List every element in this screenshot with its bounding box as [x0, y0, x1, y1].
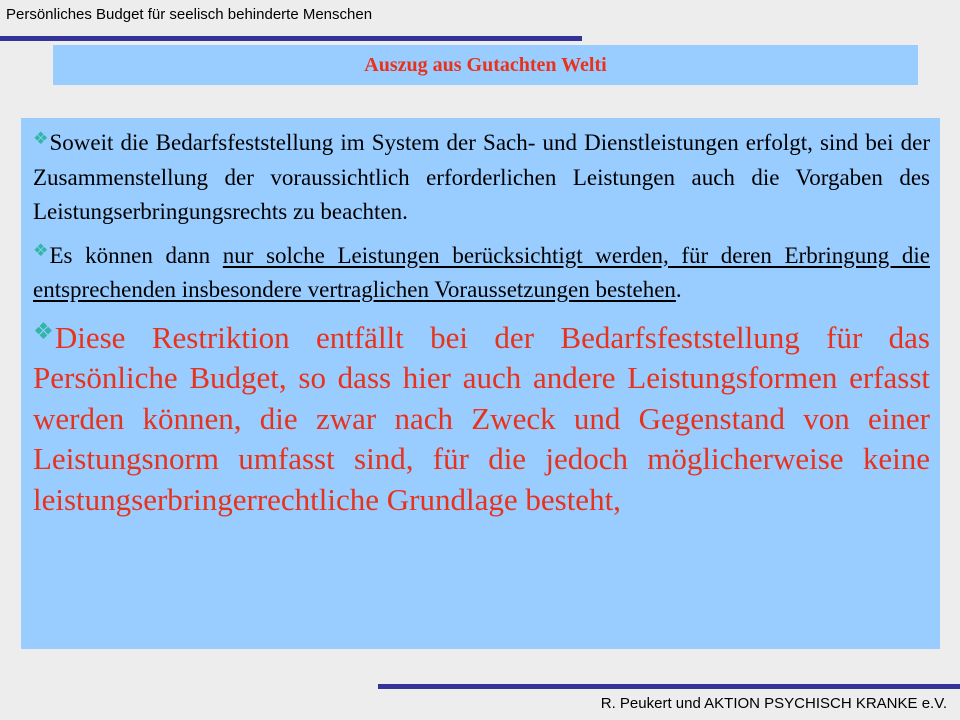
- footer-credit: R. Peukert und AKTION PSYCHISCH KRANKE e.V.: [600, 695, 947, 712]
- four-diamond-bullet-icon: ❖: [33, 318, 54, 346]
- four-diamond-bullet-icon: ❖: [33, 128, 49, 149]
- four-diamond-bullet-icon: ❖: [33, 241, 49, 262]
- paragraph-2-text-before: Es können dann: [49, 242, 223, 268]
- paragraph-1-text: Soweit die Bedarfsfeststellung im System der Sach- und Dienstleistungen erfolgt, sind bei der Zusammenstellung der voraussichtlich erforderlichen Leistungen auch die Vorgaben des Leistungserbringungsrechts zu beachten.: [33, 130, 930, 224]
- paragraph-2: [33, 239, 930, 308]
- subtitle-text: Auszug aus Gutachten Welti: [364, 53, 607, 76]
- paragraph-3-text: Diese Restriktion entfällt bei der Bedarfsfeststellung für das Persönliche Budget, so dass hier auch andere Leistungsformen erfasst werden können, die zwar nach Zweck und Gegenstand von einer Leistungsnorm umfasst sind, für die jedoch möglicherweise keine leistungserbringerrechtliche Grundlage besteht,: [33, 319, 930, 517]
- paragraph-1: [33, 126, 930, 230]
- content-panel: [21, 118, 940, 649]
- slide-header-title: Persönliches Budget für seelisch behinderte Menschen: [6, 6, 373, 23]
- footer-divider: [378, 684, 960, 689]
- paragraph-3: [33, 318, 930, 521]
- subtitle-banner: [53, 45, 918, 85]
- header-divider: [0, 36, 582, 41]
- paragraph-2-underlined-text: nur solche Leistungen berücksichtigt werden, für deren Erbringung die entsprechenden insbesondere vertraglichen Voraussetzungen bestehen: [33, 242, 930, 302]
- paragraph-2-text-after: .: [675, 277, 682, 302]
